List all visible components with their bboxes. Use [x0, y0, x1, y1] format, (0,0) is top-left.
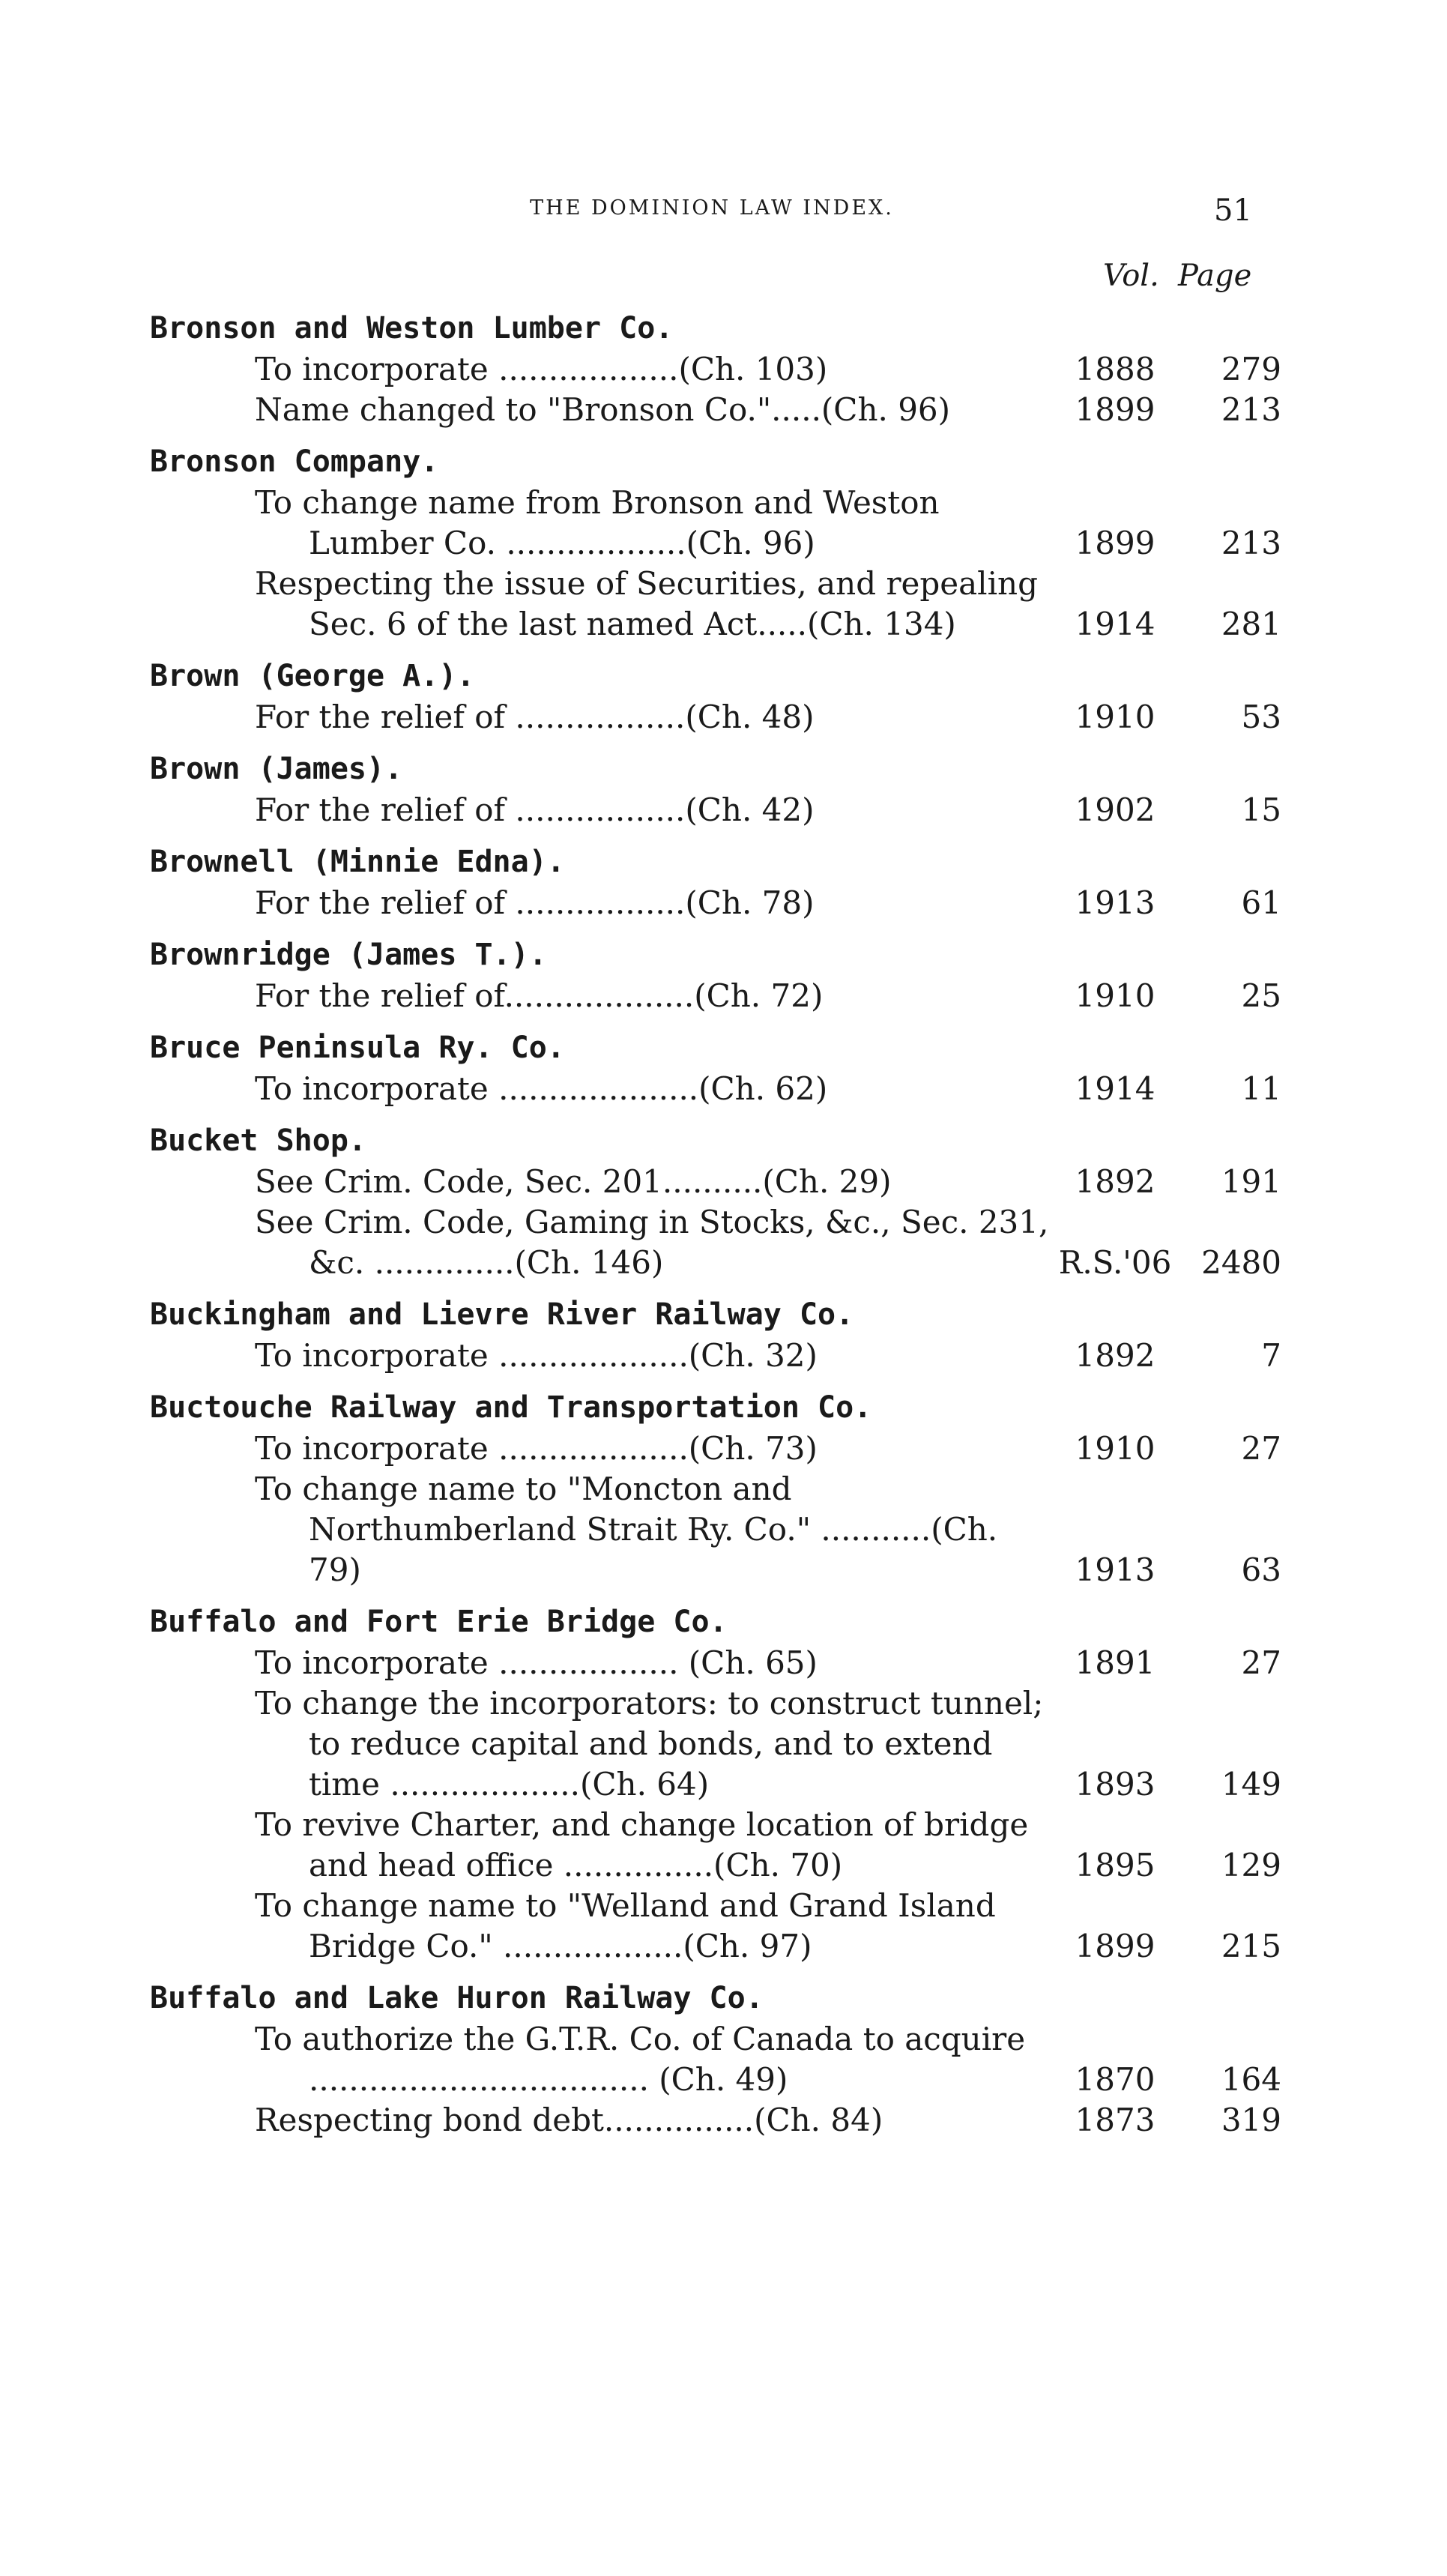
- subitem-volume: 1892: [1075, 1163, 1156, 1200]
- subitem-page: 7: [1261, 1337, 1281, 1374]
- subitem-description: To incorporate ..................(Ch. 103): [255, 351, 828, 387]
- subitem-description: To incorporate .................. (Ch. 65): [255, 1644, 818, 1681]
- entry-subitem: [0, 1683, 1447, 1805]
- subitem-page: 53: [1241, 699, 1281, 735]
- entry-subitem: [0, 1643, 1447, 1683]
- subitem-description: For the relief of...................(Ch. 72): [255, 977, 824, 1014]
- subitem-description: To change the incorporators: to construct tunnel; to reduce capital and bonds, and to extend time ...................(Ch. 64): [255, 1685, 1044, 1803]
- subitem-description: To change name from Bronson and Weston Lumber Co. ..................(Ch. 96): [255, 484, 940, 561]
- column-header-vol: Vol.: [1103, 259, 1159, 293]
- subitem-description: To change name to "Moncton and Northumberland Strait Ry. Co." ...........(Ch. 79): [255, 1471, 998, 1588]
- subitem-volume: 1895: [1075, 1847, 1156, 1883]
- subitem-volume: 1913: [1075, 1551, 1156, 1588]
- entry-subitem: [0, 697, 1447, 737]
- entry-heading: Brown (James).: [150, 752, 403, 786]
- subitem-page: 281: [1221, 606, 1281, 642]
- entry-subitem: [0, 790, 1447, 830]
- entry-subitem: [0, 349, 1447, 390]
- index-entry: [0, 655, 1447, 737]
- subitem-page: 215: [1221, 1928, 1281, 1964]
- subitem-description: To incorporate ...................(Ch. 32): [255, 1337, 818, 1374]
- subitem-page: 27: [1241, 1430, 1281, 1467]
- index-entry: [0, 841, 1447, 923]
- index-entry: [0, 1027, 1447, 1109]
- subitem-volume: 1891: [1075, 1644, 1156, 1681]
- column-header-page: Page: [1178, 259, 1252, 293]
- subitem-volume: 1870: [1075, 2061, 1156, 2098]
- subitem-page: 319: [1221, 2102, 1281, 2138]
- entry-subitem: [0, 976, 1447, 1016]
- entry-subitem: [0, 1202, 1447, 1283]
- entry-heading: Bucket Shop.: [150, 1123, 366, 1158]
- subitem-page: 149: [1221, 1766, 1281, 1803]
- subitem-page: 191: [1221, 1163, 1281, 1200]
- index-entry: [0, 1294, 1447, 1376]
- subitem-description: See Crim. Code, Gaming in Stocks, &c., Sec. 231, &c. ..............(Ch. 146): [255, 1204, 1049, 1281]
- subitem-description: To authorize the G.T.R. Co. of Canada to acquire .................................. (Ch. 49): [255, 2021, 1026, 2098]
- entry-subitem: [0, 1162, 1447, 1202]
- subitem-page: 2480: [1201, 1244, 1281, 1281]
- entry-heading: Bronson and Weston Lumber Co.: [150, 311, 674, 346]
- entry-subitem: [0, 1429, 1447, 1469]
- subitem-volume: 1893: [1075, 1766, 1156, 1803]
- subitem-description: To incorporate ....................(Ch. 62): [255, 1070, 828, 1107]
- index-entry: [0, 441, 1447, 645]
- subitem-volume: 1913: [1075, 884, 1156, 921]
- subitem-volume: 1899: [1075, 391, 1156, 428]
- subitem-page: 129: [1221, 1847, 1281, 1883]
- subitem-volume: 1888: [1075, 351, 1156, 387]
- subitem-volume: 1910: [1075, 977, 1156, 1014]
- running-head: THE DOMINION LAW INDEX.: [530, 196, 894, 220]
- entry-heading: Bruce Peninsula Ry. Co.: [150, 1031, 565, 1065]
- subitem-volume: R.S.'06: [1058, 1244, 1172, 1281]
- index-entry: [0, 307, 1447, 430]
- entry-subitem: [0, 1886, 1447, 1967]
- subitem-page: 61: [1241, 884, 1281, 921]
- subitem-volume: 1910: [1075, 699, 1156, 735]
- entry-heading: Bronson Company.: [150, 444, 439, 479]
- subitem-page: 25: [1241, 977, 1281, 1014]
- entry-heading: Buffalo and Fort Erie Bridge Co.: [150, 1605, 728, 1639]
- subitem-page: 15: [1241, 791, 1281, 828]
- subitem-description: Name changed to "Bronson Co.".....(Ch. 96): [255, 391, 951, 428]
- index-entry: [0, 1977, 1447, 2141]
- index-entry: [0, 934, 1447, 1016]
- entry-subitem: [0, 483, 1447, 564]
- subitem-page: 164: [1221, 2061, 1281, 2098]
- subitem-volume: 1914: [1075, 606, 1156, 642]
- subitem-description: For the relief of .................(Ch. 48): [255, 699, 815, 735]
- entry-subitem: [0, 564, 1447, 645]
- entry-subitem: [0, 390, 1447, 430]
- subitem-page: 27: [1241, 1644, 1281, 1681]
- subitem-volume: 1910: [1075, 1430, 1156, 1467]
- subitem-description: To change name to "Welland and Grand Island Bridge Co." ..................(Ch. 97): [255, 1887, 996, 1964]
- index-entry: [0, 748, 1447, 830]
- entry-heading: Buckingham and Lievre River Railway Co.: [150, 1297, 854, 1332]
- subitem-volume: 1899: [1075, 1928, 1156, 1964]
- subitem-page: 63: [1241, 1551, 1281, 1588]
- entry-subitem: [0, 1336, 1447, 1376]
- index-entries: [0, 307, 1447, 2151]
- entry-heading: Buctouche Railway and Transportation Co.: [150, 1390, 872, 1425]
- index-entry: [0, 1601, 1447, 1967]
- entry-subitem: [0, 2019, 1447, 2100]
- entry-subitem: [0, 1069, 1447, 1109]
- index-entry: [0, 1120, 1447, 1283]
- entry-subitem: [0, 1805, 1447, 1886]
- entry-heading: Buffalo and Lake Huron Railway Co.: [150, 1981, 764, 2015]
- index-entry: [0, 1387, 1447, 1590]
- subitem-volume: 1914: [1075, 1070, 1156, 1107]
- subitem-description: To revive Charter, and change location of bridge and head office ...............(Ch. 70): [255, 1806, 1029, 1883]
- entry-subitem: [0, 883, 1447, 923]
- subitem-description: Respecting bond debt...............(Ch. 84): [255, 2102, 883, 2138]
- subitem-description: For the relief of .................(Ch. 78): [255, 884, 815, 921]
- subitem-page: 11: [1241, 1070, 1281, 1107]
- subitem-description: For the relief of .................(Ch. 42): [255, 791, 815, 828]
- page-number: 51: [1214, 193, 1252, 228]
- subitem-volume: 1892: [1075, 1337, 1156, 1374]
- entry-heading: Brown (George A.).: [150, 659, 475, 693]
- subitem-page: 279: [1221, 351, 1281, 387]
- subitem-description: To incorporate ...................(Ch. 73): [255, 1430, 818, 1467]
- entry-subitem: [0, 2100, 1447, 2141]
- subitem-page: 213: [1221, 525, 1281, 561]
- subitem-page: 213: [1221, 391, 1281, 428]
- entry-heading: Brownell (Minnie Edna).: [150, 845, 565, 879]
- subitem-description: See Crim. Code, Sec. 201..........(Ch. 29): [255, 1163, 892, 1200]
- subitem-volume: 1902: [1075, 791, 1156, 828]
- entry-heading: Brownridge (James T.).: [150, 938, 547, 972]
- entry-subitem: [0, 1469, 1447, 1590]
- subitem-volume: 1873: [1075, 2102, 1156, 2138]
- subitem-description: Respecting the issue of Securities, and repealing Sec. 6 of the last named Act.....(Ch. 134): [255, 565, 1038, 642]
- subitem-volume: 1899: [1075, 525, 1156, 561]
